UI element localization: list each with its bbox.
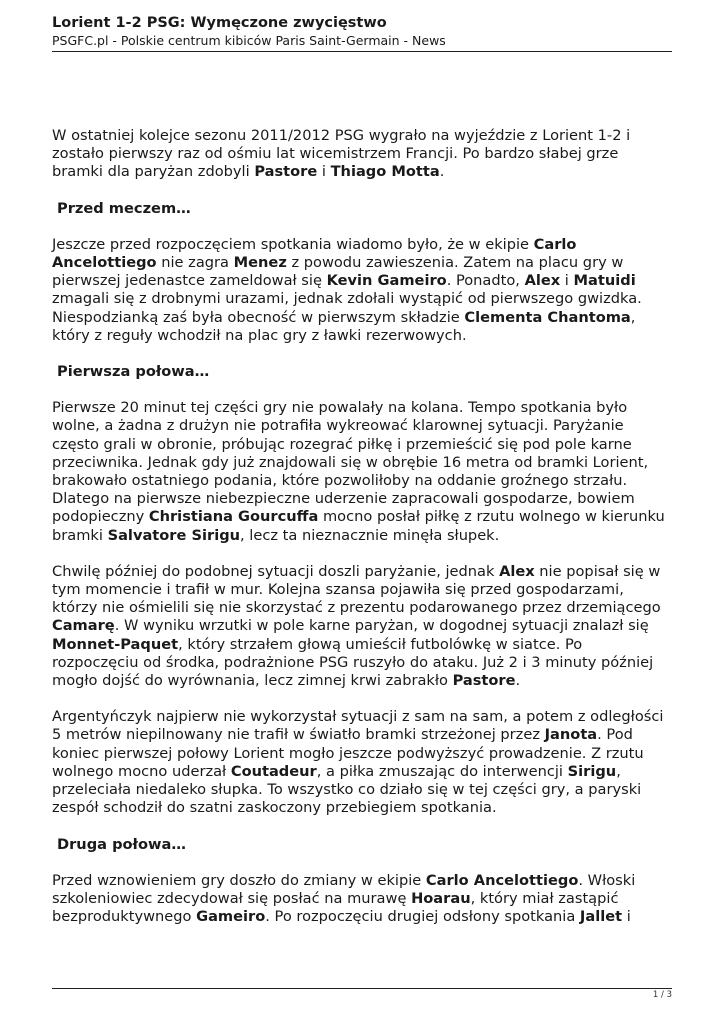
- paragraph-first-half-3: Argentyńczyk najpierw nie wykorzystał sytuacji z sam na sam, a potem z odległości 5 metrów niepilnowany nie trafił w światło bramki strzeżonej przez Janota. Pod koniec pierwszej połowy Lorient mogło jeszcze podwyższyć prowadzenie. Z rzutu wolnego mocno uderzał Coutadeur, a piłka zmuszając do interwencji Sirigu, przeleciała niedaleko słupka. To wszystko co działo się w tej części gry, a paryski zespół schodził do szatni zaskoczony przebiegiem spotkania.: [52, 708, 664, 817]
- page-number: 1 / 3: [652, 990, 672, 1000]
- paragraph-first-half-2: Chwilę później do podobnej sytuacji doszli paryżanie, jednak Alex nie popisał się w tym momencie i trafił w mur. Kolejna szansa pojawiła się przed gospodarzami, którzy nie ośmielili się nie skorzystać z prezentu podarowanego przez drzemiącego Camarę. W wyniku wrzutki w pole karne paryżan, w dogodnej sytuacji znalazł się Monnet-Paquet, który strzałem głową umieścił futbolówkę w siatce. Po rozpoczęciu od środka, podrażnione PSG ruszyło do ataku. Już 2 i 3 minuty później mogło dojść do wyrównania, lecz zimnej krwi zabrakło Pastore.: [52, 562, 661, 690]
- document-header: [52, 14, 672, 49]
- paragraph-second-half-1: Przed wznowieniem gry doszło do zmiany w ekipie Carlo Ancelottiego. Włoski szkoleniowiec zdecydował się posłać na murawę Hoarau, który miał zastąpić bezproduktywnego Gameiro. Po rozpoczęciu drugiej odsłony spotkania Jallet i: [52, 871, 636, 926]
- article-title: Lorient 1-2 PSG: Wymęczone zwycięstwo: [52, 15, 387, 31]
- section-heading-first-half: Pierwsza połowa…: [57, 363, 210, 381]
- intro-paragraph: W ostatniej kolejce sezonu 2011/2012 PSG wygrało na wyjeździe z Lorient 1-2 i zostało pierwszy raz od ośmiu lat wicemistrzem Francji. Po bardzo słabej grze bramki dla paryżan zdobyli Pastore i Thiago Motta.: [52, 127, 631, 181]
- article-body: [52, 127, 672, 944]
- section-heading-second-half: Druga połowa…: [57, 835, 186, 853]
- header-divider: [52, 51, 672, 52]
- section-heading-before-match: Przed meczem…: [57, 199, 191, 217]
- paragraph-before-match: Jeszcze przed rozpoczęciem spotkania wiadomo było, że w ekipie Carlo Ancelottiego nie zagra Menez z powodu zawieszenia. Zatem na placu gry w pierwszej jedenastce zameldował się Kevin Gameiro. Ponadto, Alex i Matuidi zmagali się z drobnymi urazami, jednak zdołali wystąpić od pierwszego gwizdka. Niespodzianką zaś była obecność w pierwszym składzie Clementa Chantoma, który z reguły wchodził na plac gry z ławki rezerwowych.: [52, 235, 642, 344]
- footer-divider: [52, 988, 672, 989]
- paragraph-first-half-1: Pierwsze 20 minut tej części gry nie powalały na kolana. Tempo spotkania było wolne, a żadna z drużyn nie potrafiła wykreować klarownej sytuacji. Paryżanie często grali w obronie, próbując rozegrać piłkę i przemieścić się pod pole karne przeciwnika. Jednak gdy już znajdowali się w obrębie 16 metra od bramki Lorient, brakowało ostatniego podania, które pozwoliłoby na oddanie groźnego strzału. Dlatego na pierwsze niebezpieczne uderzenie zapracowali gospodarze, bowiem podopieczny Christiana Gourcuffa mocno posłał piłkę z rzutu wolnego w kierunku bramki Salvatore Sirigu, lecz ta nieznacznie minęła słupek.: [52, 399, 665, 544]
- site-subtitle: PSGFC.pl - Polskie centrum kibiców Paris Saint-Germain - News: [52, 33, 446, 48]
